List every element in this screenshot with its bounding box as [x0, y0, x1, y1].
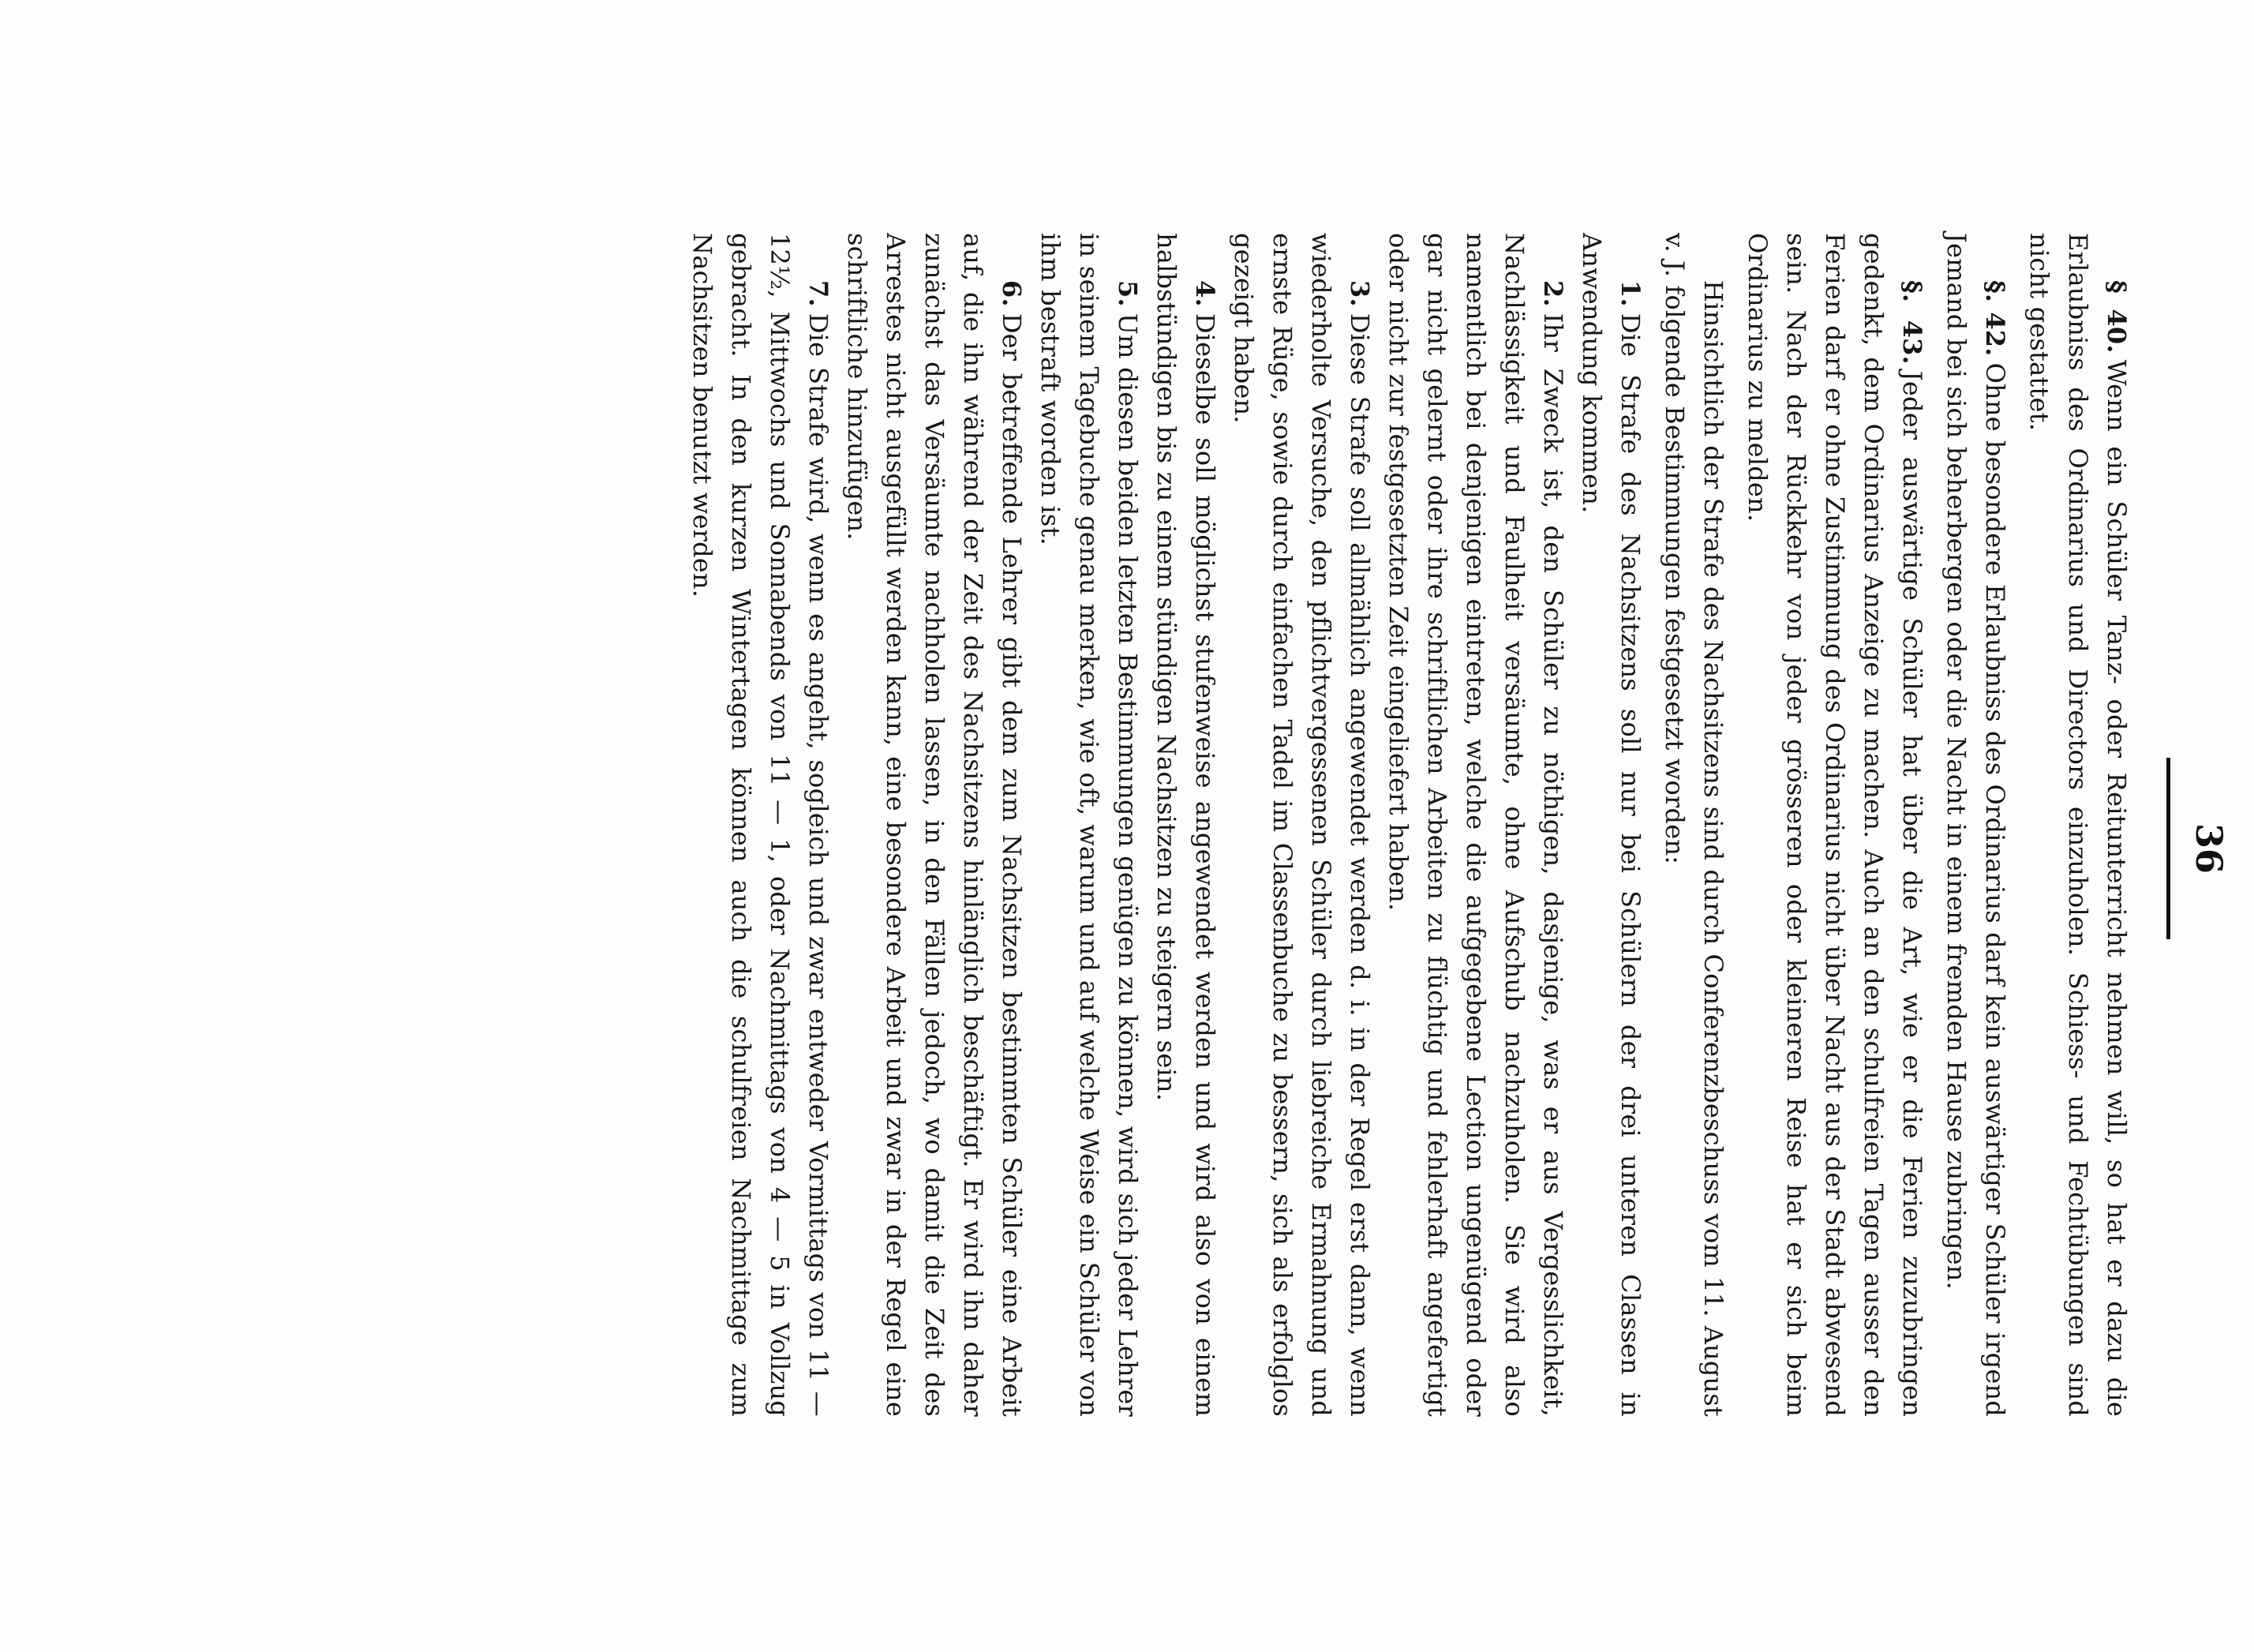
rule-7 — [683, 233, 837, 1417]
paragraph-42 — [1937, 233, 2014, 1417]
rule-6 — [837, 233, 1031, 1417]
paragraph-text: Diese Strafe soll allmählich angewendet werden d. i. in der Regel erst dann, wenn wiederholte Versuche, den pflichtvergessenen Schüler durch liebreiche Ermahnung und ernste Rüge, sowie durch einfachen Tadel im Classenbuche zu bessern, sich als erfolglos gezeigt haben. — [1229, 233, 1375, 1417]
paragraph-text: Ihr Zweck ist, den Schüler zu nöthigen, dasjenige, was er aus Vergesslichkeit, Nachlässigkeit und Faulheit versäumte, ohne Aufschub nachzuholen. Sie wird also namentlich bei denjenigen eintreten, welche die aufgegebene Lection ungenügend oder gar nicht gelernt oder ihre schriftlichen Arbeiten zu flüchtig und fehlerhaft angefertigt oder nicht zur festgesetzten Zeit eingeliefert haben. — [1383, 233, 1568, 1417]
body-text — [683, 233, 2136, 1417]
paragraph-text: Der betreffende Lehrer gibt dem zum Nachsitzen bestimmten Schüler eine Arbeit auf, die ihn während der Zeit des Nachsitzens hinlänglich beschäftigt. Er wird ihn daher zunächst das Versäumte nachholen lassen, in den Fällen jedoch, wo damit die Zeit des Arrestes nicht ausgefüllt werden kann, eine besondere Arbeit und zwar in der Regel eine schriftliche hinzufügen. — [842, 233, 1027, 1417]
paragraph-text: Wenn ein Schüler Tanz- oder Reitunterricht nehmen will, so hat er dazu die Erlaubniss des Ordinarius und Directors einzuholen. Schiess- und Fechtübungen sind nicht gestattet. — [2024, 233, 2132, 1417]
rule-3 — [1224, 233, 1379, 1417]
paragraph-text: Dieselbe soll möglichst stufenweise angewendet werden und wird also von einem halbstündigen bis zu einem stündigen Nachsitzen zu steigern sein. — [1151, 233, 1220, 1417]
paragraph-text: Hinsichtlich der Strafe des Nachsitzens sind durch Conferenzbeschuss vom 11. August v. J. folgende Bestimmungen festgesetzt worden: — [1660, 233, 1728, 1417]
paragraph-lead: 4. — [1190, 280, 1220, 307]
paragraph-text: Ohne besondere Erlaubniss des Ordinarius darf kein auswärtiger Schüler irgend Jemand bei sich beherbergen oder die Nacht in einem fremden Hause zubringen. — [1941, 233, 2010, 1417]
paragraph-lead: 3. — [1345, 280, 1375, 307]
page-number: 36 — [2188, 822, 2230, 874]
paragraph-lead: 7. — [803, 280, 833, 307]
paragraph-lead: § 40. — [2102, 280, 2132, 354]
paragraph-intro-nachsitzen — [1655, 233, 1732, 1417]
paragraph-lead: 2. — [1538, 280, 1568, 307]
paragraph-text: Um diesen beiden letzten Bestimmungen genügen zu können, wird sich jeder Lehrer in seinem Tagebuche genau merken, wie oft, warum und auf welche Weise ein Schüler von ihm bestraft worden ist. — [1035, 233, 1143, 1417]
paragraph-lead: 1. — [1616, 280, 1646, 307]
paragraph-lead: 5. — [1113, 280, 1143, 307]
rule-5 — [1031, 233, 1147, 1417]
rule-4 — [1147, 233, 1224, 1417]
paragraph-lead: 6. — [997, 280, 1027, 307]
paragraph-text: Jeder auswärtige Schüler hat über die Art, wie er die Ferien zuzubringen gedenkt, dem Ordinarius Anzeige zu machen. Auch an den schulfreien Tagen ausser den Ferien darf er ohne Zustimmung des Ordinarius nicht über Nacht aus der Stadt abwesend sein. Nach der Rückkehr von jeder grösseren oder kleineren Reise hat er sich beim Ordinarius zu melden. — [1743, 233, 1927, 1417]
rule-1 — [1572, 233, 1649, 1417]
paragraph-lead: §. 42. — [1980, 280, 2010, 357]
paragraph-text: Die Strafe des Nachsitzens soll nur bei Schülern der drei unteren Classen in Anwendung kommen. — [1577, 233, 1646, 1417]
paragraph-43 — [1738, 233, 1931, 1417]
paragraph-40 — [2020, 233, 2136, 1417]
paragraph-text: Die Strafe wird, wenn es angeht, sogleich und zwar entweder Vormittags von 11 — 12½, Mittwochs und Sonnabends von 11 — 1, oder Nachmittags von 4 — 5 in Vollzug gebracht. In den kurzen Wintertagen können auch die schulfreien Nachmittage zum Nachsitzen benutzt werden. — [687, 233, 833, 1417]
rule-2 — [1379, 233, 1572, 1417]
page-number-rule — [2166, 758, 2170, 939]
paragraph-lead: §. 43. — [1897, 280, 1927, 365]
